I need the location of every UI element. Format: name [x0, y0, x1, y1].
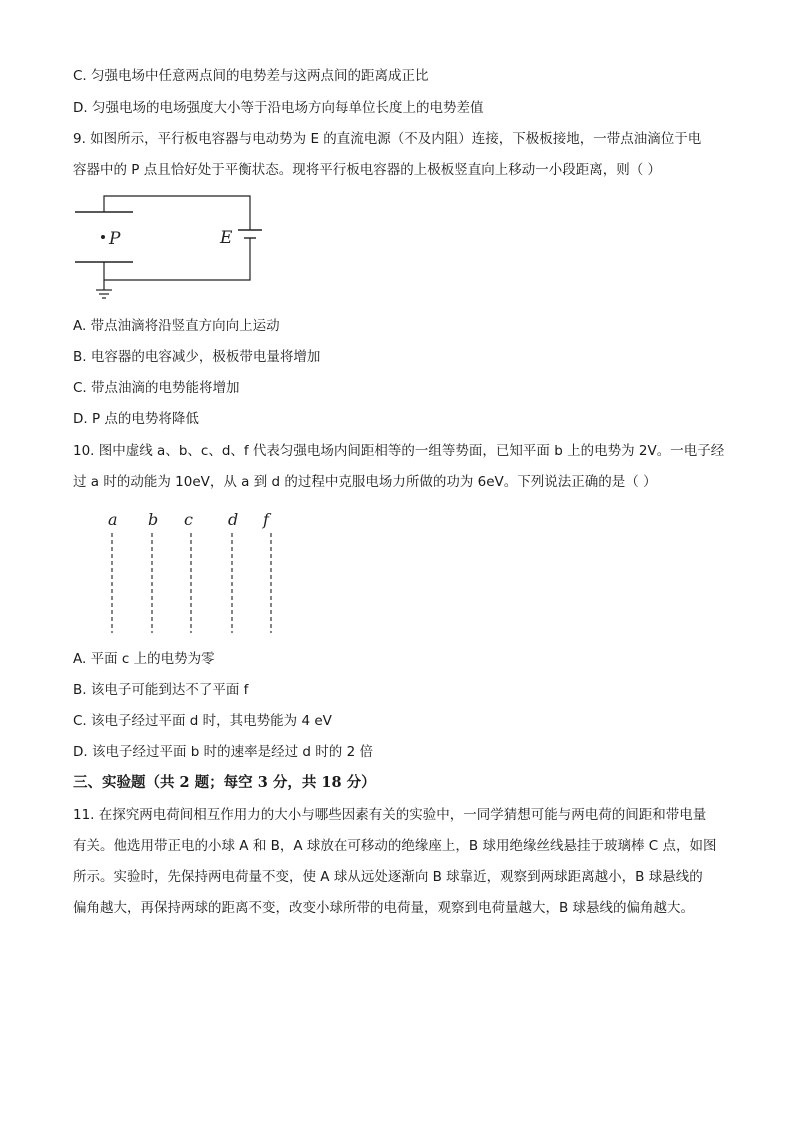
label-b: b: [148, 510, 159, 529]
q8-option-d: D. 匀强电场的电场强度大小等于沿电场方向每单位长度上的电势差值: [73, 100, 484, 116]
oil-drop-dot: [101, 235, 105, 239]
q10-option-d: D. 该电子经过平面 b 时的速率是经过 d 时的 2 倍: [73, 744, 373, 760]
q9-circuit-figure: [70, 190, 270, 305]
q9-option-b: B. 电容器的电容减少，极板带电量将增加: [73, 349, 321, 365]
equipotential-diagram: [95, 505, 295, 640]
circuit-diagram: [70, 190, 270, 305]
point-p-label: P: [109, 229, 121, 249]
q10-option-b: B. 该电子可能到达不了平面 f: [73, 682, 249, 698]
label-d: d: [228, 510, 239, 529]
q11-line2: 有关。他选用带正电的小球 A 和 B，A 球放在可移动的绝缘座上，B 球用绝缘丝线悬挂于玻璃棒 C 点，如图: [73, 838, 717, 854]
q10-stem-line1: 10. 图中虚线 a、b、c、d、f 代表匀强电场内间距相等的一组等势面，已知平面 b 上的电势为 2V。一电子经: [73, 443, 725, 459]
q10-stem-line2: 过 a 时的动能为 10eV，从 a 到 d 的过程中克服电场力所做的功为 6eV。下列说法正确的是（ ）: [73, 474, 657, 490]
q8-option-c: C. 匀强电场中任意两点间的电势差与这两点间的距离成正比: [73, 68, 429, 84]
source-e-label: E: [220, 228, 233, 248]
q10-option-a: A. 平面 c 上的电势为零: [73, 651, 215, 667]
q9-option-a: A. 带点油滴将沿竖直方向向上运动: [73, 318, 280, 334]
label-a: a: [108, 510, 118, 529]
q10-option-c: C. 该电子经过平面 d 时，其电势能为 4 eV: [73, 713, 332, 729]
section3-heading: 三、实验题（共 2 题；每空 3 分，共 18 分）: [73, 774, 376, 791]
q9-stem-line1: 9. 如图所示，平行板电容器与电动势为 E 的直流电源（不及内阻）连接，下极板接地，一带点油滴位于电: [73, 131, 702, 147]
q9-option-c: C. 带点油滴的电势能将增加: [73, 380, 240, 396]
label-f: f: [263, 510, 269, 529]
q11-line3: 所示。实验时，先保持两电荷量不变，使 A 球从远处逐渐向 B 球靠近，观察到两球距离越小，B 球悬线的: [73, 869, 703, 885]
q11-line1: 11. 在探究两电荷间相互作用力的大小与哪些因素有关的实验中，一同学猜想可能与两电荷的间距和带电量: [73, 807, 707, 823]
q9-option-d: D. P 点的电势将降低: [73, 411, 199, 427]
label-c: c: [184, 510, 193, 529]
q9-stem-line2: 容器中的 P 点且恰好处于平衡状态。现将平行板电容器的上极板竖直向上移动一小段距离，则（ ）: [73, 162, 662, 178]
q11-line4: 偏角越大，再保持两球的距离不变，改变小球所带的电荷量，观察到电荷量越大，B 球悬线的偏角越大。: [73, 900, 695, 916]
top-wire: [104, 196, 250, 230]
q10-equipotential-figure: [95, 505, 295, 640]
